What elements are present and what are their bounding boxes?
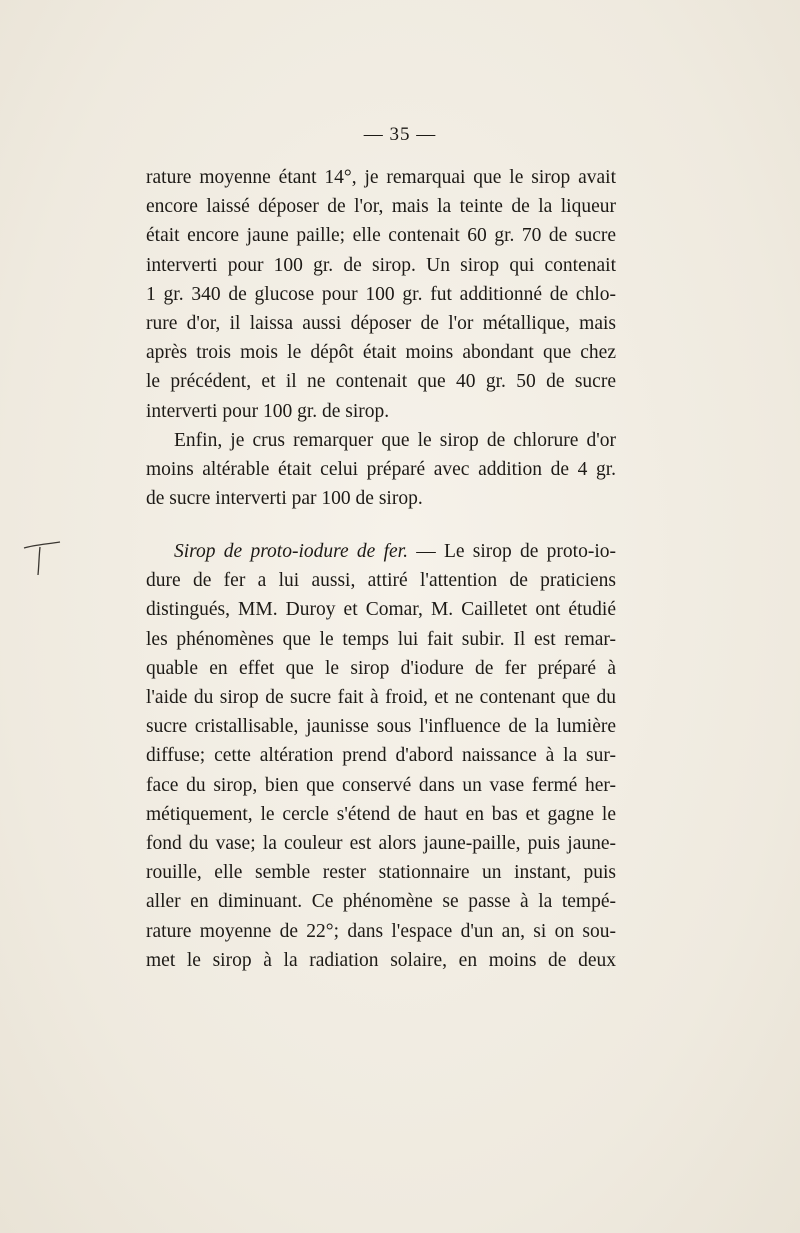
text-line: rature moyenne étant 14°, je remarquai que le sirop avait bbox=[146, 167, 616, 188]
text-line: après trois mois le dépôt était moins abondant que chez bbox=[146, 342, 616, 364]
text-line: sucre cristallisable, jaunisse sous l'influence de la lumière bbox=[146, 716, 616, 738]
text-line-with-heading bbox=[146, 537, 616, 566]
text-line: rature moyenne de 22°; dans l'espace d'un an, si on sou- bbox=[146, 920, 616, 942]
text-line: le précédent, et il ne contenait que 40 gr. 50 de sucre bbox=[146, 371, 616, 393]
text-line: face du sirop, bien que conservé dans un vase fermé her- bbox=[146, 774, 616, 796]
text-line: dure de fer a lui aussi, attiré l'attention de praticiens bbox=[146, 570, 616, 592]
text-line: diffuse; cette altération prend d'abord naissance à la sur- bbox=[146, 745, 616, 767]
text-line: les phénomènes que le temps lui fait subir. Il est remar- bbox=[146, 628, 616, 650]
text-line: 1 gr. 340 de glucose pour 100 gr. fut additionné de chlo- bbox=[146, 283, 616, 305]
paragraph-chlorure-d-or bbox=[146, 163, 616, 513]
text-line: métiquement, le cercle s'étend de haut en bas et gagne le bbox=[146, 803, 616, 825]
section-heading: Sirop de proto-iodure de fer. bbox=[174, 541, 408, 562]
page-number: — 35 — bbox=[363, 124, 437, 145]
text-line: quable en effet que le sirop d'iodure de fer préparé à bbox=[146, 657, 616, 679]
text-line: aller en diminuant. Ce phénomène se passe à la tempé- bbox=[146, 891, 616, 913]
handwritten-margin-mark bbox=[22, 538, 62, 578]
paragraph-proto-iodure-de-fer bbox=[146, 537, 616, 975]
text-line: fond du vase; la couleur est alors jaune-paille, puis jaune- bbox=[146, 833, 616, 855]
text-line: interverti pour 100 gr. de sirop. Un sirop qui contenait bbox=[146, 254, 616, 276]
text-line: l'aide du sirop de sucre fait à froid, et ne contenant que du bbox=[146, 687, 616, 709]
text-line: encore laissé déposer de l'or, mais la teinte de la liqueur bbox=[146, 196, 616, 218]
text-line: Enfin, je crus remarquer que le sirop de chlorure d'or bbox=[174, 429, 616, 451]
text-line: met le sirop à la radiation solaire, en moins de deux bbox=[146, 949, 616, 971]
text-line: distingués, MM. Duroy et Comar, M. Cailletet ont étudié bbox=[146, 599, 616, 621]
text-line: rure d'or, il laissa aussi déposer de l'or métallique, mais bbox=[146, 313, 616, 335]
text-line: était encore jaune paille; elle contenait 60 gr. 70 de sucre bbox=[146, 225, 616, 247]
text-fragment: — Le sirop de proto-io- bbox=[407, 541, 616, 562]
text-line: moins altérable était celui préparé avec addition de 4 gr. bbox=[146, 459, 616, 481]
text-line: rouille, elle semble rester stationnaire un instant, puis bbox=[146, 862, 616, 884]
text-line: de sucre interverti par 100 de sirop. bbox=[146, 488, 423, 510]
text-line: interverti pour 100 gr. de sirop. bbox=[146, 400, 390, 422]
